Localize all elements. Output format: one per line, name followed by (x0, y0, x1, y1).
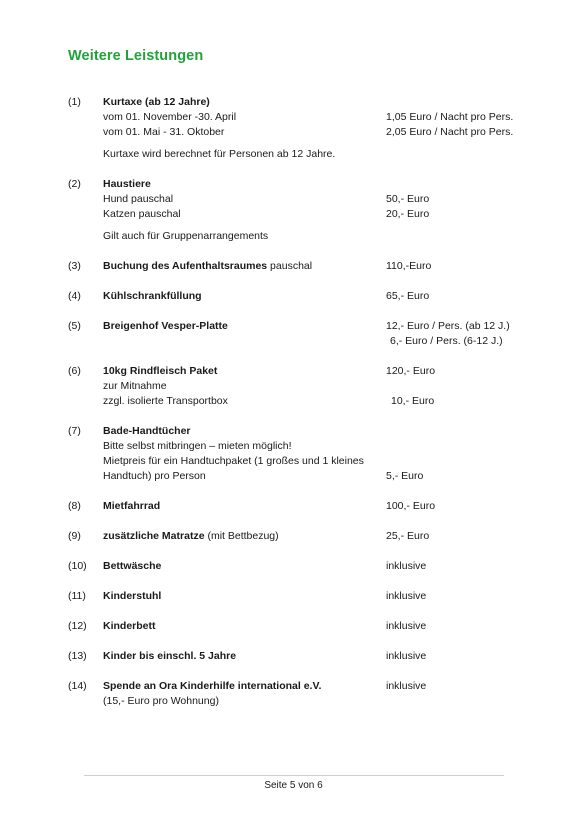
page-number: Seite 5 von 6 (264, 780, 323, 791)
item-heading: Kinder bis einschl. 5 Jahre (103, 650, 237, 662)
item-note: Kurtaxe wird berechnet für Personen ab 12 Jahre. (103, 148, 336, 160)
item-heading: Haustiere (103, 178, 151, 190)
list-item-vesper-platte (68, 319, 538, 349)
item-price: 50,- Euro (386, 193, 430, 205)
page-title: Weitere Leistungen (68, 48, 204, 64)
item-heading: Kinderstuhl (103, 590, 162, 602)
item-price: 12,- Euro / Pers. (ab 12 J.) (386, 320, 510, 332)
item-number: (4) (68, 290, 81, 302)
item-heading: Bettwäsche (103, 560, 162, 572)
item-line: vom 01. Mai - 31. Oktober (103, 126, 225, 138)
list-item-kinderstuhl (68, 589, 538, 604)
item-heading: Kühlschrankfüllung (103, 290, 202, 302)
list-item-kuehlschrank (68, 289, 538, 304)
item-heading: Breigenhof Vesper-Platte (103, 320, 228, 332)
list-item-kinderbett (68, 619, 538, 634)
list-item-kinder-bis-5 (68, 649, 538, 664)
item-number: (14) (68, 680, 87, 692)
item-line: Katzen pauschal (103, 208, 181, 220)
list-item-kurtaxe (68, 95, 538, 162)
item-line: (15,- Euro pro Wohnung) (103, 695, 219, 707)
item-heading: Mietfahrrad (103, 500, 161, 512)
item-price: inklusive (386, 590, 427, 602)
list-item-handtuecher (68, 424, 538, 484)
footer-divider (84, 775, 504, 776)
services-list (68, 95, 538, 724)
list-item-bettwaesche (68, 559, 538, 574)
list-item-haustiere (68, 177, 538, 244)
item-line: vom 01. November -30. April (103, 111, 237, 123)
item-note: Gilt auch für Gruppenarrangements (103, 230, 269, 242)
list-item-spende (68, 679, 538, 709)
item-line: Handtuch) pro Person (103, 470, 206, 482)
item-price: 6,- Euro / Pers. (6-12 J.) (390, 335, 503, 347)
item-line: Hund pauschal (103, 193, 174, 205)
item-price: 20,- Euro (386, 208, 430, 220)
item-number: (9) (68, 530, 81, 542)
item-number: (10) (68, 560, 87, 572)
list-item-rindfleisch (68, 364, 538, 409)
item-price: inklusive (386, 620, 427, 632)
item-line: zur Mitnahme (103, 380, 167, 392)
item-price: 110,-Euro (386, 260, 432, 272)
item-heading-suffix: (mit Bettbezug) (204, 530, 279, 542)
item-line: Bitte selbst mitbringen – mieten möglich! (103, 440, 292, 452)
item-price: inklusive (386, 650, 427, 662)
item-heading-suffix: pauschal (267, 260, 313, 272)
item-number: (7) (68, 425, 81, 437)
item-number: (5) (68, 320, 81, 332)
item-heading: Kurtaxe (ab 12 Jahre) (103, 96, 210, 108)
item-heading: Bade-Handtücher (103, 425, 191, 437)
item-heading: 10kg Rindfleisch Paket (103, 365, 218, 377)
item-number: (11) (68, 590, 86, 602)
item-number: (12) (68, 620, 87, 632)
item-number: (1) (68, 96, 81, 108)
item-price: inklusive (386, 560, 427, 572)
item-line: Mietpreis für ein Handtuchpaket (1 großes und 1 kleines (103, 455, 364, 467)
item-heading: Kinderbett (103, 620, 156, 632)
item-line: zzgl. isolierte Transportbox (103, 395, 228, 407)
item-price: 1,05 Euro / Nacht pro Pers. (386, 111, 514, 123)
item-number: (8) (68, 500, 81, 512)
item-price: inklusive (386, 680, 427, 692)
item-price: 100,- Euro (386, 500, 436, 512)
item-price: 10,- Euro (391, 395, 435, 407)
list-item-aufenthaltsraum (68, 259, 538, 274)
item-number: (3) (68, 260, 81, 272)
item-number: (2) (68, 178, 81, 190)
item-heading: Spende an Ora Kinderhilfe international e.V. (103, 680, 322, 692)
item-price: 120,- Euro (386, 365, 436, 377)
item-price: 5,- Euro (386, 470, 424, 482)
item-heading: Buchung des Aufenthaltsraumes (103, 260, 268, 272)
item-price: 2,05 Euro / Nacht pro Pers. (386, 126, 514, 138)
item-number: (6) (68, 365, 81, 377)
item-heading: zusätzliche Matratze (103, 530, 205, 542)
item-price: 25,- Euro (386, 530, 430, 542)
item-price: 65,- Euro (386, 290, 430, 302)
list-item-mietfahrrad (68, 499, 538, 514)
item-number: (13) (68, 650, 87, 662)
list-item-matratze (68, 529, 538, 544)
